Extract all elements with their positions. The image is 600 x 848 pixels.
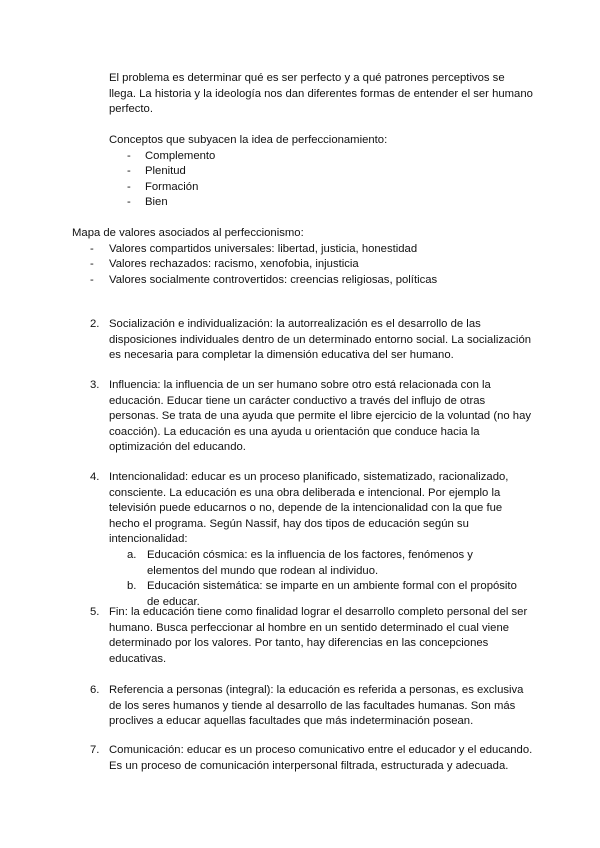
numbered-item-4 — [90, 470, 535, 610]
concepts-list — [127, 149, 529, 211]
list-marker: - — [127, 180, 131, 193]
item-text: Referencia a personas (integral): la educación es referida a personas, es exclusiva de los seres humanos y tiende al desarrollo de las facultades humanas. Son más proclives a educar aquellas facultades que más indeterminación posean. — [109, 684, 524, 728]
item-number: 6. — [90, 684, 100, 696]
list-marker: - — [127, 196, 131, 209]
item-number: 2. — [90, 318, 100, 330]
list-item — [90, 242, 542, 258]
list-marker: - — [90, 273, 94, 286]
list-item-text: Complemento — [145, 149, 216, 162]
sub-list — [127, 548, 527, 610]
item-text: Comunicación: educar es un proceso comunicativo entre el educador y el educando. Es un proceso de comunicación interpersonal filtrada, estructurada y adecuada. — [109, 744, 533, 772]
concepts-section — [109, 133, 529, 211]
concepts-heading: Conceptos que subyacen la idea de perfeccionamiento: — [109, 134, 388, 146]
intro-text: El problema es determinar qué es ser perfecto y a qué patrones perceptivos se llega. La historia y la ideología nos dan diferentes formas de entender el ser humano perfecto. — [109, 72, 533, 116]
sub-list-marker: b. — [127, 580, 137, 593]
numbered-item-2 — [90, 317, 535, 364]
list-item — [127, 149, 529, 165]
list-item-text: Valores rechazados: racismo, xenofobia, injusticia — [109, 258, 359, 271]
list-marker: - — [90, 242, 94, 255]
list-item-text: Bien — [145, 196, 168, 209]
numbered-item-3 — [90, 378, 535, 456]
numbered-item-7 — [90, 743, 535, 774]
list-marker: - — [90, 258, 94, 271]
intro-paragraph — [109, 71, 534, 118]
list-item — [127, 195, 529, 211]
list-item-text: Formación — [145, 180, 199, 193]
sub-list-item-text: Educación cósmica: es la influencia de los factores, fenómenos y elementos del mundo que rodean al individuo. — [147, 548, 473, 577]
list-item-text: Plenitud — [145, 165, 186, 178]
item-number: 7. — [90, 744, 100, 756]
sub-list-item — [127, 548, 527, 579]
values-map-heading: Mapa de valores asociados al perfeccionismo: — [72, 227, 304, 239]
list-item-text: Valores socialmente controvertidos: creencias religiosas, políticas — [109, 273, 438, 286]
numbered-item-5 — [90, 605, 535, 667]
sub-list-marker: a. — [127, 548, 137, 561]
sub-list-item-text: Educación sistemática: se imparte en un ambiente formal con el propósito de educar. — [147, 580, 517, 608]
values-map-list — [90, 242, 542, 289]
item-number: 4. — [90, 471, 100, 483]
list-item — [90, 273, 542, 289]
values-map-section — [72, 226, 542, 288]
list-item — [90, 257, 542, 273]
list-marker: - — [127, 165, 131, 178]
item-number: 5. — [90, 606, 100, 618]
numbered-item-6 — [90, 683, 535, 730]
item-text: Intencionalidad: educar es un proceso planificado, sistematizado, racionalizado, consciente. La educación es una obra deliberada e intencional. Por ejemplo la televisión puede educarnos o no, depende de la intencionalidad con la que fue hecho el programa. Según Nassif, hay dos tipos de educación según su intencionalidad: — [109, 471, 509, 546]
item-text: Influencia: la influencia de un ser humano sobre otro está relacionada con la educación. Educar tiene un carácter conductivo a través del influjo de otras personas. Se trata de una ayuda que permite el libre ejercicio de la voluntad (no hay coacción). La educación es una ayuda u orientación que conduce hacia la optimización del educando. — [109, 379, 532, 454]
list-item-text: Valores compartidos universales: libertad, justicia, honestidad — [109, 242, 418, 255]
list-marker: - — [127, 149, 131, 162]
item-number: 3. — [90, 379, 100, 391]
list-item — [127, 180, 529, 196]
item-text: Socialización e individualización: la autorrealización es el desarrollo de las disposiciones individuales dentro de un determinado entorno social. La socialización es necesaria para completar la dimensión educativa del ser humano. — [109, 318, 532, 362]
item-text: Fin: la educación tiene como finalidad lograr el desarrollo completo personal del ser humano. Busca perfeccionar al hombre en un sentido determinado el cual viene determinado por los valores. Por tanto, hay diferencias en las concepciones educativas. — [109, 606, 528, 665]
list-item — [127, 164, 529, 180]
